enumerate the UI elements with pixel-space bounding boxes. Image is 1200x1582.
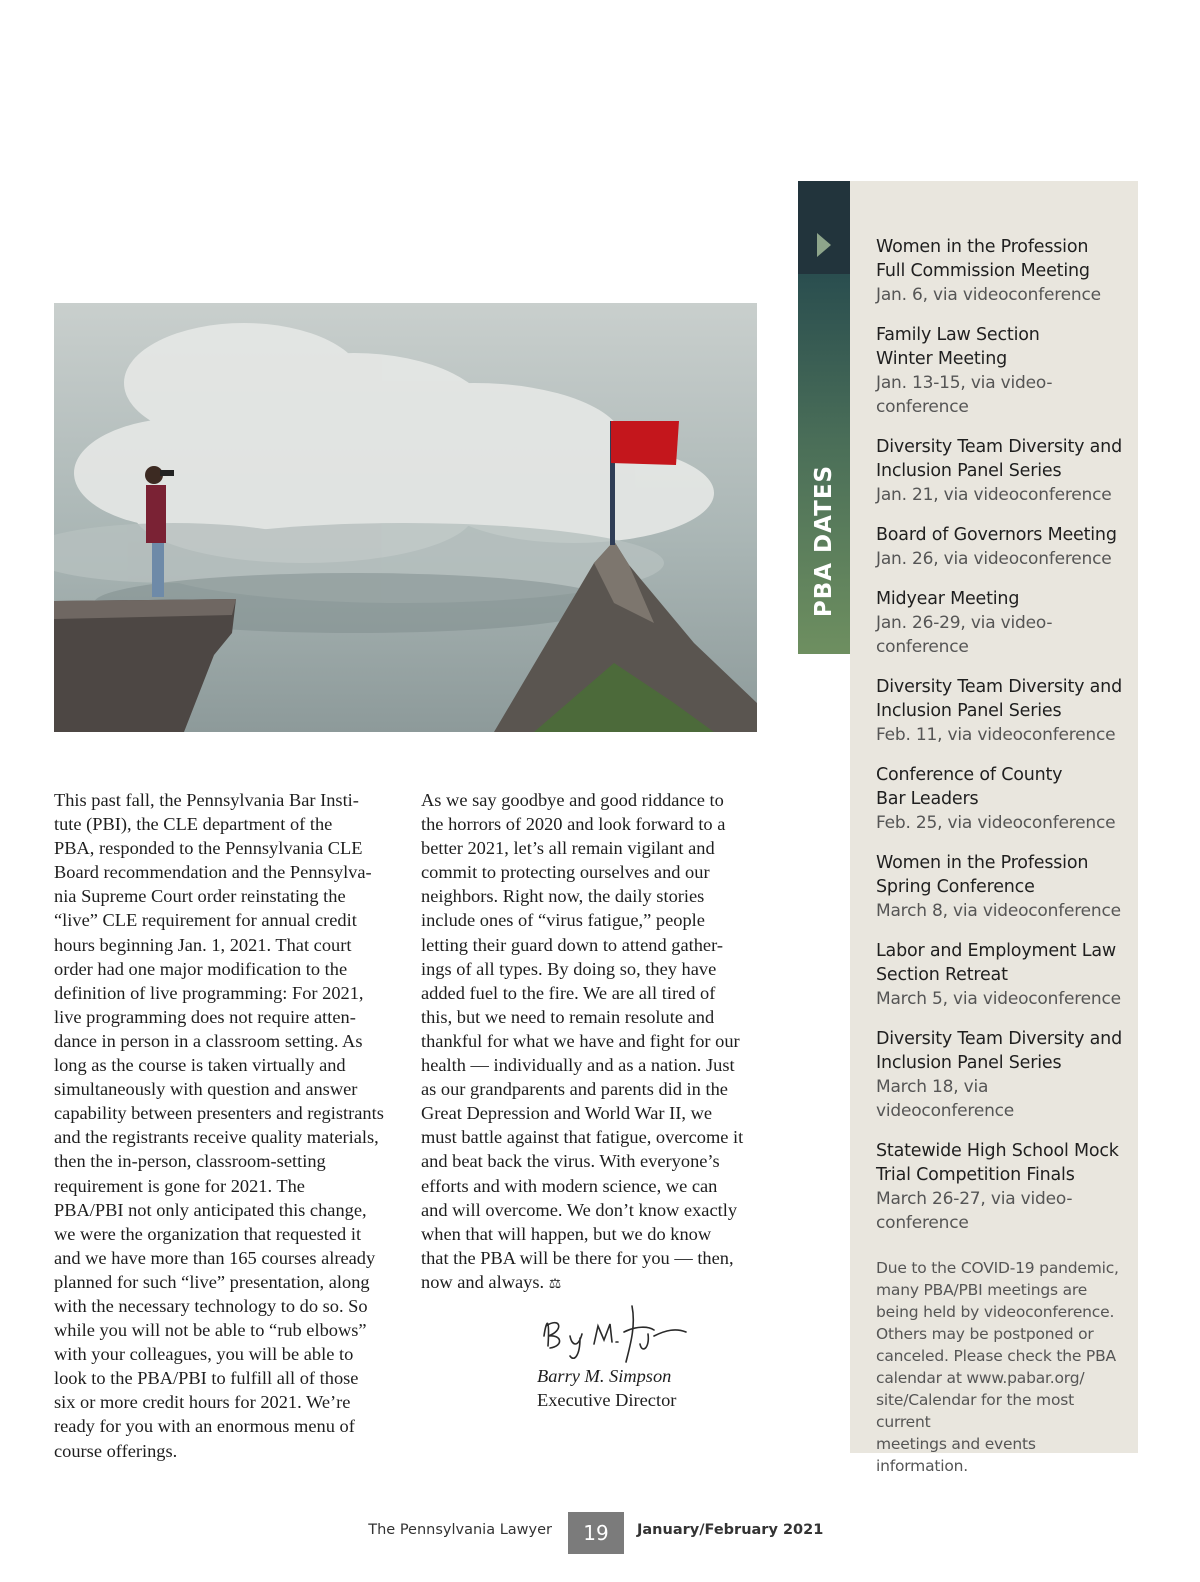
tab-header — [798, 181, 850, 274]
pba-dates-tab — [798, 181, 850, 654]
scales-end-mark-icon: ⚖ — [548, 1276, 562, 1292]
event-list — [876, 235, 1126, 1235]
covid-note: Due to the COVID-19 pandemic, many PBA/PBI meetings are being held by videoconference. Others may be postponed or canceled. Please check the PBA calendar at www.pabar.org/ site/Calendar for the most current meetings and events information. — [876, 1259, 1119, 1475]
event-title: Family Law Section Winter Meeting — [876, 325, 1040, 369]
cover-illustration — [54, 303, 757, 732]
event-detail: March 26-27, via video- conference — [876, 1189, 1073, 1233]
event-detail: March 8, via videoconference — [876, 901, 1121, 921]
event-detail: Feb. 11, via videoconference — [876, 725, 1116, 745]
event-detail: March 5, via videoconference — [876, 989, 1121, 1009]
event-detail: Feb. 25, via videoconference — [876, 813, 1116, 833]
signature-title: Executive Director — [537, 1390, 677, 1410]
event-title: Board of Governors Meeting — [876, 525, 1117, 545]
event-item — [876, 851, 1126, 923]
event-title: Women in the Profession Spring Conference — [876, 853, 1089, 897]
event-item — [876, 939, 1126, 1011]
signature-name: Barry M. Simpson — [537, 1366, 672, 1386]
event-item — [876, 675, 1126, 747]
article-column-2 — [421, 788, 766, 1297]
event-detail: Jan. 13-15, via video- conference — [876, 373, 1053, 417]
event-detail: Jan. 26, via videoconference — [876, 549, 1112, 569]
pba-dates-panel — [850, 181, 1138, 1475]
event-title: Midyear Meeting — [876, 589, 1020, 609]
event-item — [876, 1139, 1126, 1235]
event-item — [876, 523, 1126, 571]
event-title: Labor and Employment Law Section Retreat — [876, 941, 1116, 985]
event-title: Diversity Team Diversity and Inclusion Panel Series — [876, 677, 1122, 721]
footer-issue: January/February 2021 — [637, 1522, 824, 1538]
event-item — [876, 323, 1126, 419]
tab-label: PBA DATES — [811, 464, 837, 618]
event-detail: Jan. 26-29, via video- conference — [876, 613, 1053, 657]
event-title: Diversity Team Diversity and Inclusion Panel Series — [876, 437, 1122, 481]
play-arrow-icon — [817, 233, 831, 257]
event-title: Diversity Team Diversity and Inclusion Panel Series — [876, 1029, 1122, 1073]
event-item — [876, 763, 1126, 835]
event-detail: Jan. 21, via videoconference — [876, 485, 1112, 505]
page-number: 19 — [568, 1512, 624, 1554]
event-item — [876, 435, 1126, 507]
article-column-1: This past fall, the Pennsylvania Bar Insti- tute (PBI), the CLE department of the PBA, responded to the Pennsylvania CLE Board recommendation and the Pennsylva- nia Supreme Court order reinstating the “live” CLE requirement for annual credit hours beginning Jan. 1, 2021. That court order had one major modification to the definition of live programming: For 2021, live programming does not require atten- dance in person in a classroom setting. As long as the course is taken virtually and simultaneously with question and answer capability between presenters and registrants and the registrants receive quality materials, then the in-person, classroom-setting requirement is gone for 2021. The PBA/PBI not only anticipated this change, we were the organization that requested it and we have more than 165 courses already planned for such “live” presentation, along with the necessary technology to do so. So while you will not be able to “rub elbows” with your colleagues, you will be able to look to the PBA/PBI to fulfill all of those six or more credit hours for 2021. We’re ready for you with an enormous menu of course offerings. — [54, 790, 384, 1461]
event-detail: March 18, via videoconference — [876, 1077, 1015, 1121]
event-item — [876, 235, 1126, 307]
event-title: Women in the Profession Full Commission Meeting — [876, 237, 1090, 281]
event-item — [876, 587, 1126, 659]
handwritten-signature — [536, 1296, 696, 1366]
footer-publication: The Pennsylvania Lawyer — [368, 1522, 552, 1538]
event-item — [876, 1027, 1126, 1123]
event-detail: Jan. 6, via videoconference — [876, 285, 1101, 305]
event-title: Statewide High School Mock Trial Competition Finals — [876, 1141, 1119, 1185]
column-2-text: As we say goodbye and good riddance to the horrors of 2020 and look forward to a better 2021, let’s all remain vigilant and commit to protecting ourselves and our neighbors. Right now, the daily stories include ones of “virus fatigue,” people letting their guard down to attend gather- ings of all types. By doing so, they have added fuel to the fire. We are all tired of this, but we need to remain resolute and thankful for what we have and fight for our health — individually and as a nation. Just as our grandparents and parents did in the Great Depression and World War II, we must battle against that fatigue, overcome it and beat back the virus. With everyone’s efforts and with modern science, we can and will overcome. We don’t know exactly when that will happen, but we do know that the PBA will be there for you — then, now and always. — [421, 790, 744, 1292]
event-title: Conference of County Bar Leaders — [876, 765, 1063, 809]
